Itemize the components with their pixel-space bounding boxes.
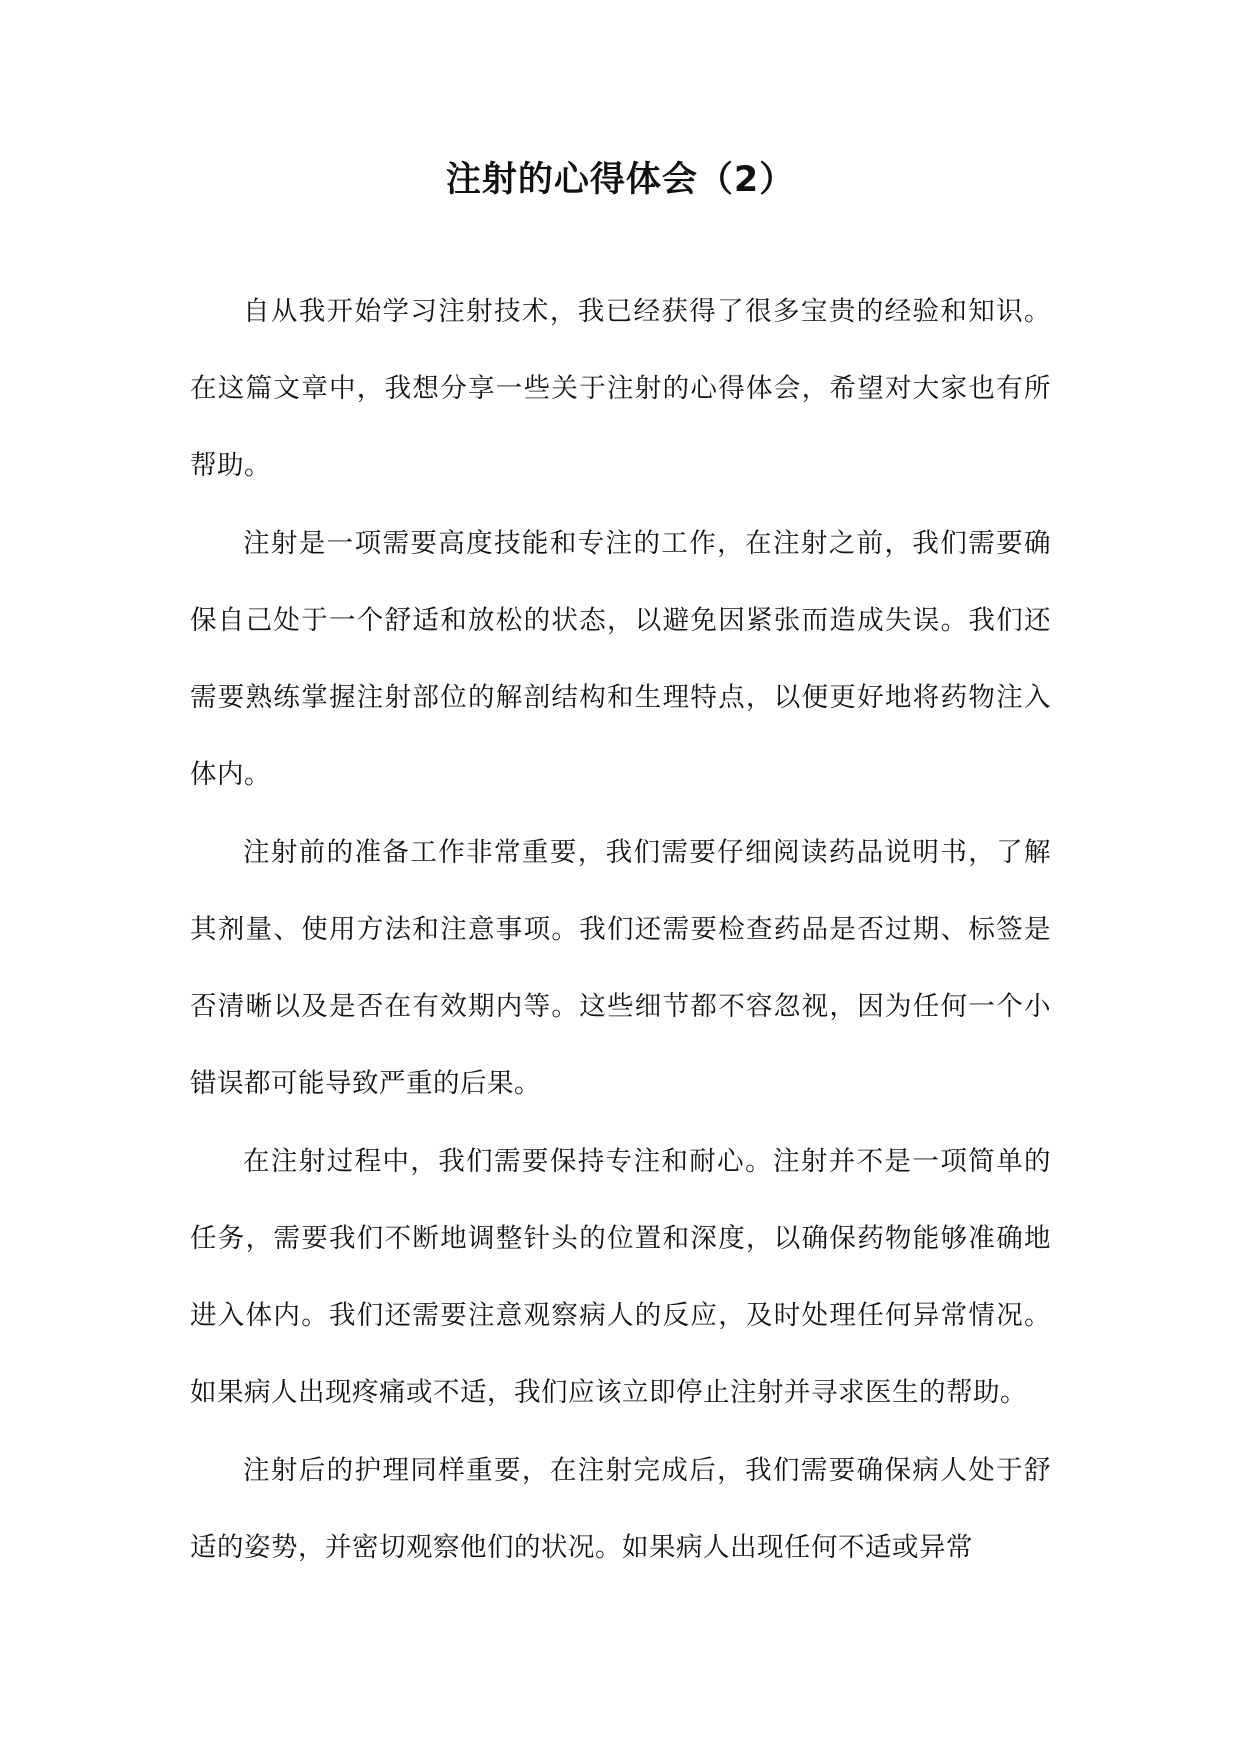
paragraph-4: 在注射过程中，我们需要保持专注和耐心。注射并不是一项简单的任务，需要我们不断地调整针头的位置和深度，以确保药物能够准确地进入体内。我们还需要注意观察病人的反应，及时处理任何异常情况。如果病人出现疼痛或不适，我们应该立即停止注射并寻求医生的帮助。 [190, 1146, 1051, 1408]
paragraph-1: 自从我开始学习注射技术，我已经获得了很多宝贵的经验和知识。在这篇文章中，我想分享一些关于注射的心得体会，希望对大家也有所帮助。 [190, 296, 1051, 481]
document-body [190, 273, 1051, 1586]
document-title: 注射的心得体会（2） [445, 160, 796, 200]
paragraph-5: 注射后的护理同样重要，在注射完成后，我们需要确保病人处于舒适的姿势，并密切观察他们的状况。如果病人出现任何不适或异常 [190, 1455, 1051, 1563]
paragraph-3: 注射前的准备工作非常重要，我们需要仔细阅读药品说明书，了解其剂量、使用方法和注意事项。我们还需要检查药品是否过期、标签是否清晰以及是否在有效期内等。这些细节都不容忽视，因为任何一个小错误都可能导致严重的后果。 [190, 837, 1051, 1099]
paragraph-2: 注射是一项需要高度技能和专注的工作，在注射之前，我们需要确保自己处于一个舒适和放松的状态，以避免因紧张而造成失误。我们还需要熟练掌握注射部位的解剖结构和生理特点，以便更好地将药物注入体内。 [190, 528, 1051, 790]
